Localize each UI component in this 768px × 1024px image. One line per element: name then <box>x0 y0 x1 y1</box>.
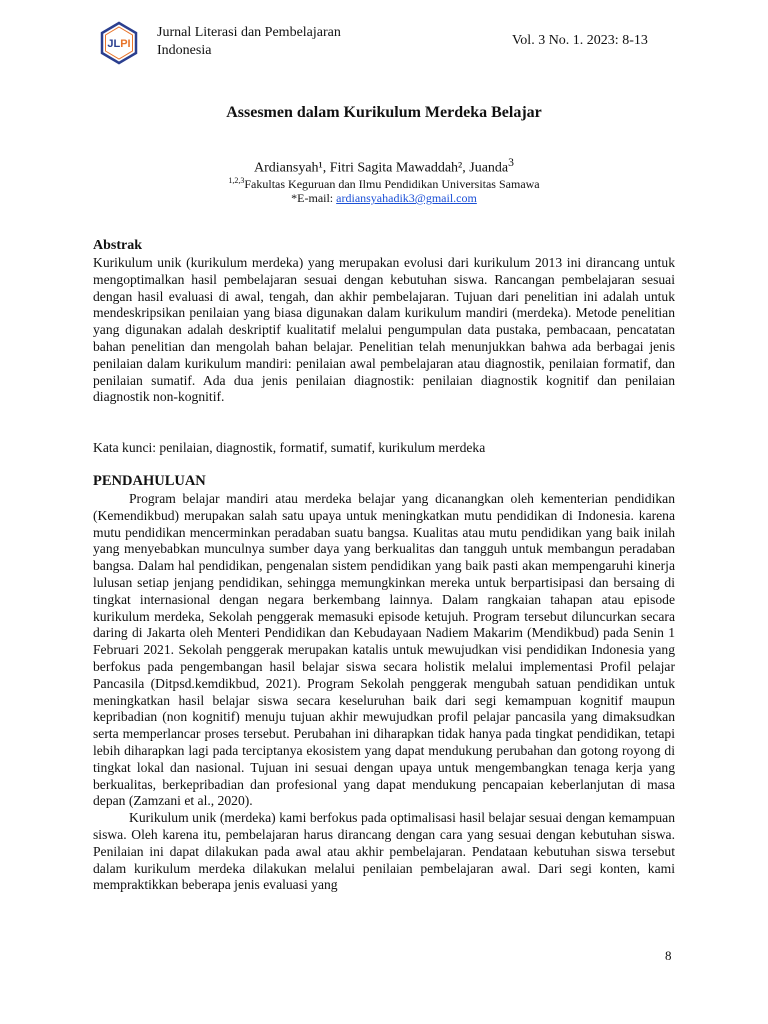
abstract-text: Kurikulum unik (kurikulum merdeka) yang merupakan evolusi dari kurikulum 2013 ini dirancang untuk mengoptimalkan hasil pembelajaran sesuai dengan kebutuhan siswa. Rancangan pembelajaran sesuai dengan hasil evaluasi di awal, tengah, dan akhir pembelajaran. Tujuan dari penelitian ini adalah untuk mendeskripsikan penilaian yang biasa digunakan dalam kurikulum mandiri (merdeka). Metode penelitian yang digunakan adalah deskriptif kualitatif melalui pengumpulan data pustaka, pembacaan, pencatatan bahan penelitian dan mengolah bahan belajar. Penelitian telah menunjukkan bahwa ada berbagai jenis penilaian dalam kurikulum mandiri: penilaian awal pembelajaran atau diagnostik, penilaian formatif, dan penilaian sumatif. Ada dua jenis penilaian diagnostik: penilaian diagnostik kognitif dan penilaian diagnostik non-kognitif. <box>93 255 675 405</box>
author-list <box>0 156 768 177</box>
affiliation-text: Fakultas Keguruan dan Ilmu Pendidikan Universitas Samawa <box>244 177 540 191</box>
email-link[interactable]: ardiansyahadik3@gmail.com <box>336 191 477 205</box>
email-line <box>0 191 768 206</box>
introduction-paragraph-1: Program belajar mandiri atau merdeka belajar yang dicanangkan oleh kementerian pendidikan (Kemendikbud) merupakan salah satu upaya untuk meningkatkan mutu pendidikan di Indonesia. karena mutu pendidikan mencerminkan peradaban suatu bangsa. Kualitas atau mutu pendidikan yang baik inilah yang menyebabkan munculnya sumber daya yang berkualitas dan tangguh untuk membangun peradaban bangsa. Dalam hal pendidikan, pengenalan sistem pendidikan yang baik pasti akan mempengaruhi kinerja lulusan setiap jenjang pendidikan, sehingga memungkinkan mereka untuk berpartisipasi dan bersaing di tingkat internasional dengan negara berkembang lainnya. Dalam rangkaian tahapan atau episode kurikulum merdeka, Sekolah penggerak memasuki episode ketujuh. Program tersebut diluncurkan secara daring di Jakarta oleh Menteri Pendidikan dan Kebudayaan Nadiem Makarim (Mendikbud) pada Senin 1 Februari 2021. Sekolah penggerak merupakan katalis untuk mewujudkan visi pendidikan Indonesia yang berfokus pada pengembangan hasil belajar siswa secara holistik melalui implementasi Profil pelajar Pancasila (Ditpsd.kemdikbud, 2021). Program Sekolah penggerak mengubah satuan pendidikan untuk meningkatkan hasil belajar siswa secara keseluruhan baik dari segi kemampuan kognitif maupun kepribadian (non kognitif) menuju tujuan akhir mewujudkan profil pelajar pancasila yang dimaksudkan serta memperlancar proses tersebut. Perubahan ini diharapkan tidak hanya pada tingkat pendidikan, tetapi lebih diharapkan lagi pada terciptanya ekosistem yang dapat mendukung perubahan dan gotong royong di tingkat lokal dan nasional. Tujuan ini sesuai dengan upaya untuk mengembangkan tenaga kerja yang berkualitas, berkepribadian dan profesional yang dapat mendukung pencapaian keberlanjutan di masa depan (Zamzani et al., 2020). <box>93 491 675 809</box>
affiliation <box>0 176 768 192</box>
journal-logo <box>97 21 141 65</box>
journal-name: Jurnal Literasi dan Pembelajaran Indonesia <box>157 25 341 58</box>
svg-text:JLPI: JLPI <box>107 38 131 50</box>
introduction-paragraph-2: Kurikulum unik (merdeka) kami berfokus pada optimalisasi hasil belajar sesuai dengan kemampuan siswa. Oleh karena itu, pembelajaran harus dirancang dengan cara yang sesuai dengan kebutuhan siswa. Penilaian ini dapat dilakukan pada awal atau akhir pembelajaran. Pendataan kebutuhan siswa tersebut dalam kurikulum merdeka dilakukan melalui penilaian pembelajaran awal. Dari segi konten, kami mempraktikkan beberapa jenis evaluasi yang <box>93 810 675 893</box>
paper-title: Assesmen dalam Kurikulum Merdeka Belajar <box>226 104 542 121</box>
section-heading-introduction: PENDAHULUAN <box>93 473 206 489</box>
author-names: Ardiansyah¹, Fitri Sagita Mawaddah², Juanda <box>254 160 509 176</box>
keywords: Kata kunci: penilaian, diagnostik, formatif, sumatif, kurikulum merdeka <box>93 440 486 455</box>
email-label: *E-mail: <box>291 191 337 205</box>
abstract-body <box>93 255 675 406</box>
author-superscript: 3 <box>508 156 514 169</box>
page-number: 8 <box>665 948 672 963</box>
introduction-body <box>93 491 675 894</box>
abstract-heading: Abstrak <box>93 238 143 253</box>
affiliation-superscript: 1,2,3 <box>228 176 245 185</box>
volume-info: Vol. 3 No. 1. 2023: 8-13 <box>512 33 648 48</box>
